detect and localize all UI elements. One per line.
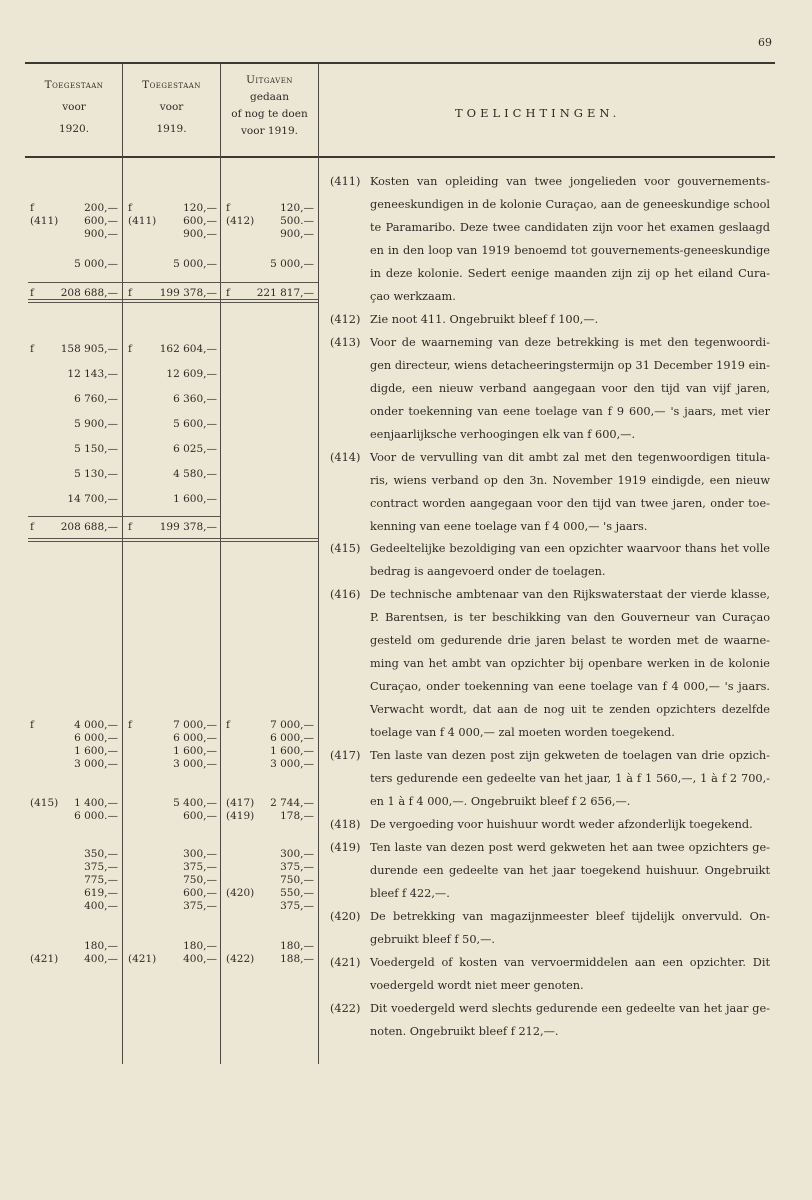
- amount-value: 400,—: [84, 900, 118, 912]
- amount-value: 1 400,—: [74, 797, 118, 809]
- amount-value: 750,—: [280, 874, 314, 886]
- amount-value: 1 600,—: [74, 745, 118, 757]
- amount-value: 188,—: [280, 953, 314, 965]
- group2-end-rule-a: [28, 538, 318, 539]
- amount-value: 4 000,—: [74, 719, 118, 731]
- note-line: De technische ambtenaar van den Rijkswaterstaat der vierde klasse,: [370, 588, 770, 601]
- amount-value: 5 130,—: [74, 468, 118, 480]
- group1-end-rule-b: [28, 302, 318, 303]
- amount-value: 199 378,—: [159, 521, 217, 533]
- amount-value: 6 000.—: [74, 810, 118, 822]
- note-ref: (419): [330, 841, 361, 854]
- amount-value: 221 817,—: [256, 287, 314, 299]
- header-col-1-line-1: Toegestaan: [44, 79, 104, 91]
- amount-value: 6 025,—: [173, 443, 217, 455]
- amount-value: 5 150,—: [74, 443, 118, 455]
- note-body: [370, 308, 770, 331]
- note-line: digde, een nieuw verband aangegaan voor den tijd van vijf jaren,: [370, 382, 770, 395]
- group2-end-rule-b: [28, 541, 318, 542]
- note-line: Ten laste van dezen post zijn gekweten de toelagen van drie opzich-: [370, 749, 770, 762]
- note-line: Voor de waarneming van deze betrekking is met den tegenwoordi-: [370, 336, 770, 349]
- header-col-3-line-3: of nog te doen: [231, 108, 308, 120]
- amount-prefix: f: [30, 719, 34, 731]
- header-col-2-line-2: voor: [159, 101, 184, 113]
- note-line: eenjaarlijksche verhoogingen elk van f 600,—.: [370, 428, 636, 441]
- note-line: voedergeld wordt niet meer genoten.: [370, 979, 584, 992]
- note-line: en 1 à f 4 000,—. Ongebruikt bleef f 2 656,—.: [370, 795, 631, 808]
- amount-prefix: (419): [226, 810, 255, 822]
- amount-prefix: f: [128, 343, 132, 355]
- note-line: bedrag is aangevoerd onder de toelagen.: [370, 565, 606, 578]
- amount-value: 375,—: [84, 861, 118, 873]
- amount-value: 4 580,—: [173, 468, 217, 480]
- amount-value: 208 688,—: [60, 521, 118, 533]
- note-body: [370, 836, 770, 905]
- note-line: çao werkzaam.: [370, 290, 456, 303]
- amount-value: 158 905,—: [60, 343, 118, 355]
- note-line: Kosten van opleiding van twee jongelieden voor gouvernements-: [370, 175, 770, 188]
- col-rule-3: [318, 64, 319, 1064]
- amount-value: 375,—: [183, 900, 217, 912]
- page-number: 69: [758, 36, 772, 49]
- note-line: gesteld om gedurende drie jaren belast te worden met de waarne-: [370, 634, 770, 647]
- header-col-2-line-1: Toegestaan: [142, 79, 201, 91]
- amount-value: 375,—: [183, 861, 217, 873]
- amount-prefix: (420): [226, 887, 255, 899]
- amount-value: 619,—: [84, 887, 118, 899]
- note-line: Curaçao, onder toekenning van eene toelage van f 4 000,— 's jaars.: [370, 680, 770, 693]
- note-ref: (422): [330, 1002, 361, 1015]
- header-col-3-line-4: voor 1919.: [241, 125, 298, 137]
- amount-value: 1 600,—: [173, 493, 217, 505]
- amount-value: 375,—: [280, 861, 314, 873]
- note-body: [370, 813, 770, 836]
- header-col-3-line-2: gedaan: [250, 91, 289, 103]
- note-line: Zie noot 411. Ongebruikt bleef f 100,—.: [370, 313, 599, 326]
- note-body: [370, 744, 770, 813]
- amount-prefix: (421): [128, 953, 157, 965]
- note-line: in deze kolonie. Sedert eenige maanden zijn zij op het eiland Cura-: [370, 267, 770, 280]
- amount-value: 6 000,—: [173, 732, 217, 744]
- amount-value: 180,—: [280, 940, 314, 952]
- note-line: contract worden aangegaan voor den tijd van twee jaren, onder toe-: [370, 497, 770, 510]
- amount-value: 5 900,—: [74, 418, 118, 430]
- col-rule-2: [220, 64, 221, 1064]
- amount-value: 120,—: [183, 202, 217, 214]
- amount-value: 12 143,—: [67, 368, 118, 380]
- note-body: [370, 583, 770, 744]
- amount-value: 208 688,—: [60, 287, 118, 299]
- amount-value: 600,—: [84, 215, 118, 227]
- amount-value: 14 700,—: [67, 493, 118, 505]
- amount-value: 6 000,—: [270, 732, 314, 744]
- amount-prefix: f: [128, 287, 132, 299]
- note-line: kenning van eene toelage van f 4 000,— 's jaars.: [370, 520, 648, 533]
- note-line: durende een gedeelte van het jaar toegekend huishuur. Ongebruikt: [370, 864, 770, 877]
- note-line: gen directeur, wiens detacheeringstermijn op 31 December 1919 ein-: [370, 359, 770, 372]
- header-col-1: [26, 76, 122, 139]
- amount-value: 600,—: [183, 810, 217, 822]
- note-line: ming van het ambt van opzichter bij openbare werken in de kolonie: [370, 657, 770, 670]
- note-body: [370, 331, 770, 446]
- group1-total-rule: [28, 282, 318, 283]
- amount-prefix: (415): [30, 797, 59, 809]
- amount-value: 120,—: [280, 202, 314, 214]
- note-line: en in den loop van 1919 benoemd tot gouvernements-geneeskundige: [370, 244, 770, 257]
- note-body: [370, 905, 770, 951]
- amount-value: 199 378,—: [159, 287, 217, 299]
- amount-value: 6 760,—: [74, 393, 118, 405]
- amount-value: 178,—: [280, 810, 314, 822]
- note-line: gebruikt bleef f 50,—.: [370, 933, 496, 946]
- header-col-3: [221, 72, 318, 140]
- amount-value: 900,—: [183, 228, 217, 240]
- note-line: ris, wiens verband op den 3n. November 1919 eindigde, een nieuw: [370, 474, 770, 487]
- amount-value: 2 744,—: [270, 797, 314, 809]
- note-body: [370, 170, 770, 308]
- amount-value: 500.—: [280, 215, 314, 227]
- note-ref: (412): [330, 313, 361, 326]
- note-ref: (411): [330, 175, 361, 188]
- amount-value: 350,—: [84, 848, 118, 860]
- header-col-1-line-2: voor: [62, 101, 86, 113]
- amount-prefix: (417): [226, 797, 255, 809]
- note-ref: (420): [330, 910, 361, 923]
- note-line: toelage van f 4 000,— zal moeten worden toegekend.: [370, 726, 675, 739]
- note-line: Voor de vervulling van dit ambt zal met den tegenwoordigen titula-: [370, 451, 770, 464]
- note-ref: (417): [330, 749, 361, 762]
- note-line: onder toekenning van eene toelage van f 9 600,— 's jaars, met vier: [370, 405, 770, 418]
- amount-value: 180,—: [183, 940, 217, 952]
- amount-prefix: f: [30, 343, 34, 355]
- note-body: [370, 537, 770, 583]
- header-top-rule: [25, 62, 775, 64]
- amount-value: 3 000,—: [173, 758, 217, 770]
- note-line: bleef f 422,—.: [370, 887, 450, 900]
- col-rule-1: [122, 64, 123, 1064]
- amount-value: 3 000,—: [74, 758, 118, 770]
- note-ref: (415): [330, 542, 361, 555]
- amount-value: 162 604,—: [159, 343, 217, 355]
- note-ref: (413): [330, 336, 361, 349]
- note-line: Gedeeltelijke bezoldiging van een opzichter waarvoor thans het volle: [370, 542, 770, 555]
- amount-prefix: f: [226, 287, 230, 299]
- note-ref: (416): [330, 588, 361, 601]
- note-line: De vergoeding voor huishuur wordt weder afzonderlijk toegekend.: [370, 818, 753, 831]
- amount-prefix: (422): [226, 953, 255, 965]
- note-line: Voedergeld of kosten van vervoermiddelen aan een opzichter. Dit: [370, 956, 770, 969]
- amount-prefix: f: [128, 719, 132, 731]
- amount-value: 1 600,—: [270, 745, 314, 757]
- note-ref: (421): [330, 956, 361, 969]
- note-line: De betrekking van magazijnmeester bleef tijdelijk onvervuld. On-: [370, 910, 770, 923]
- header-col-2-line-3: 1919.: [156, 123, 187, 135]
- header-col-3-line-1: Uitgaven: [246, 74, 293, 86]
- note-body: [370, 997, 770, 1043]
- amount-value: 600,—: [183, 215, 217, 227]
- note-line: geneeskundigen in de kolonie Curaçao, aan de geneeskundige school: [370, 198, 770, 211]
- amount-value: 400,—: [84, 953, 118, 965]
- amount-value: 5 000,—: [173, 258, 217, 270]
- amount-value: 900,—: [84, 228, 118, 240]
- note-line: te Paramaribo. Deze twee candidaten zijn voor het examen geslaagd: [370, 221, 770, 234]
- amount-value: 400,—: [183, 953, 217, 965]
- header-col-4: TOELICHTINGEN.: [455, 106, 621, 120]
- note-body: [370, 446, 770, 538]
- header-col-2: [123, 76, 220, 139]
- note-ref: (418): [330, 818, 361, 831]
- amount-value: 300,—: [183, 848, 217, 860]
- amount-value: 5 400,—: [173, 797, 217, 809]
- amount-value: 300,—: [280, 848, 314, 860]
- note-line: P. Barentsen, is ter beschikking van den Gouverneur van Curaçao: [370, 611, 770, 624]
- amount-value: 5 000,—: [74, 258, 118, 270]
- amount-prefix: f: [30, 202, 34, 214]
- amount-prefix: f: [226, 719, 230, 731]
- amount-prefix: f: [30, 287, 34, 299]
- amount-prefix: f: [128, 202, 132, 214]
- amount-prefix: (412): [226, 215, 255, 227]
- amount-value: 200,—: [84, 202, 118, 214]
- amount-value: 5 000,—: [270, 258, 314, 270]
- amount-value: 600,—: [183, 887, 217, 899]
- amount-value: 3 000,—: [270, 758, 314, 770]
- amount-value: 6 000,—: [74, 732, 118, 744]
- amount-value: 7 000,—: [270, 719, 314, 731]
- amount-value: 12 609,—: [166, 368, 217, 380]
- group2-total-rule: [28, 516, 220, 517]
- amount-value: 375,—: [280, 900, 314, 912]
- header-col-1-line-3: 1920.: [58, 123, 90, 135]
- note-line: Dit voedergeld werd slechts gedurende een gedeelte van het jaar ge-: [370, 1002, 770, 1015]
- amount-prefix: f: [226, 202, 230, 214]
- amount-value: 6 360,—: [173, 393, 217, 405]
- note-line: ters gedurende een gedeelte van het jaar, 1 à f 1 560,—, 1 à f 2 700,-: [370, 772, 770, 785]
- amount-value: 900,—: [280, 228, 314, 240]
- note-ref: (414): [330, 451, 361, 464]
- amount-value: 550,—: [280, 887, 314, 899]
- amount-value: 5 600,—: [173, 418, 217, 430]
- header-bottom-rule: [25, 156, 775, 158]
- amount-prefix: f: [128, 521, 132, 533]
- amount-value: 750,—: [183, 874, 217, 886]
- amount-prefix: (421): [30, 953, 59, 965]
- amount-prefix: f: [30, 521, 34, 533]
- note-line: Ten laste van dezen post werd gekweten het aan twee opzichters ge-: [370, 841, 770, 854]
- amount-value: 180,—: [84, 940, 118, 952]
- amount-prefix: (411): [30, 215, 59, 227]
- amount-value: 7 000,—: [173, 719, 217, 731]
- note-line: Verwacht wordt, dat aan de nog uit te zenden opzichters dezelfde: [370, 703, 770, 716]
- note-body: [370, 951, 770, 997]
- note-line: noten. Ongebruikt bleef f 212,—.: [370, 1025, 559, 1038]
- amount-value: 1 600,—: [173, 745, 217, 757]
- amount-prefix: (411): [128, 215, 157, 227]
- amount-value: 775,—: [84, 874, 118, 886]
